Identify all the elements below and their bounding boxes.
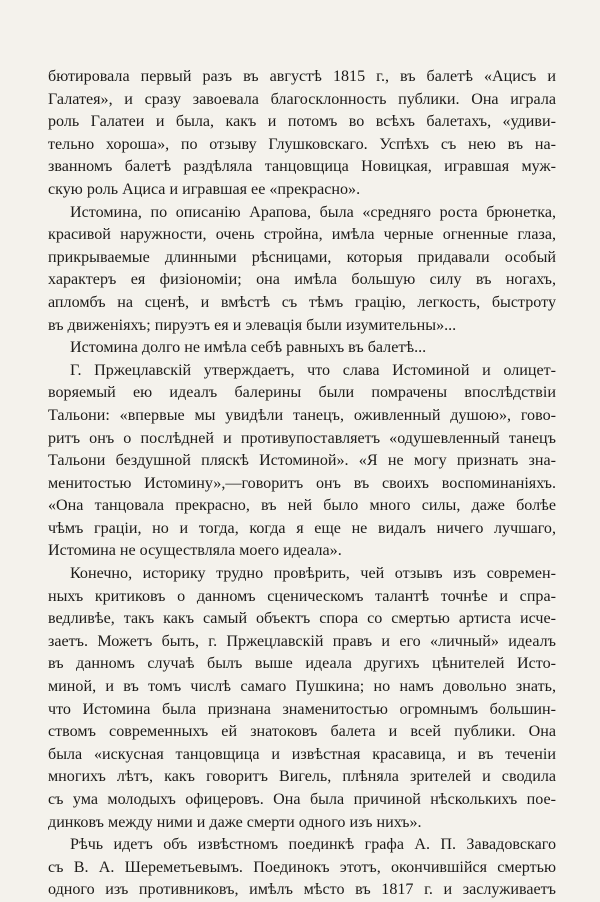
text-line: ныхъ критиковъ о данномъ сценическомъ талантѣ точнѣе и спра-: [48, 587, 556, 605]
text-line: менитостью Истомину»,—говоритъ онъ въ своихъ воспоминаніяхъ.: [48, 474, 556, 492]
paragraph-5: [48, 563, 556, 834]
text-line: роль Галатеи и была, какъ и потомъ во всѣхъ балетахъ, «удиви-: [48, 113, 556, 131]
text-line: съ ума молодыхъ офицеровъ. Она была причиной нѣсколькихъ пое-: [48, 791, 556, 808]
text-line: «Она танцовала прекрасно, въ ней было много силы, даже болѣе: [48, 497, 556, 515]
text-line: Рѣчь идетъ объ извѣстномъ поединкѣ графа А. П. Завадовскаго: [70, 836, 556, 854]
text-line: одного изъ противниковъ, имѣлъ мѣсто въ 1817 г. и заслуживаетъ: [48, 881, 556, 899]
text-line: Тальони бездушной пляскѣ Истоминой». «Я не могу признать зна-: [48, 452, 556, 470]
text-line: миной, и въ томъ числѣ самаго Пушкина; но намъ довольно знать,: [48, 678, 556, 696]
text-line: красивой наружности, очень стройна, имѣла черные огненные глаза,: [48, 226, 556, 244]
text-line: съ В. А. Шереметьевымъ. Поединокъ этотъ, окончившійся смертью: [48, 858, 556, 876]
text-line: Тальони: «впервые мы увидѣли танецъ, оживленный душою», гово-: [48, 406, 556, 424]
paragraph-1: [48, 66, 556, 202]
text-line: бютировала первый разъ въ августѣ 1815 г., въ балетѣ «Ацисъ и: [48, 68, 556, 85]
text-line: Истомина не осуществляла моего идеала».: [48, 542, 342, 560]
page-text: [48, 66, 556, 902]
text-line: характеръ ея физіономіи; она имѣла большую силу въ ногахъ,: [48, 271, 556, 289]
text-line: въ движеніяхъ; пируэтъ ея и элевація были изумительны»...: [48, 316, 457, 334]
text-line: воряемый ею идеалъ балерины были помрачены впослѣдствіи: [48, 384, 556, 402]
text-line: прикрываемые длинными рѣсницами, которыя придавали особый: [48, 248, 556, 266]
text-line: Истомина долго не имѣла себѣ равныхъ въ балетѣ...: [70, 339, 427, 357]
text-line: многихъ лѣтъ, какъ говоритъ Вигель, плѣняла зрителей и сводила: [48, 768, 556, 786]
text-line: Галатея», и сразу завоевала благосклонность публики. Она играла: [48, 90, 556, 108]
text-line: въ данномъ случаѣ былъ выше идеала другихъ цѣнителей Исто-: [48, 655, 556, 673]
text-line: тельно хороша», по отзыву Глушковскаго. Успѣхъ съ нею въ на-: [48, 135, 556, 153]
text-line: Г. Пржецлавскій утверждаетъ, что слава Истоминой и олицет-: [70, 361, 556, 379]
text-line: динковъ между ними и даже смерти одного изъ нихъ».: [48, 813, 422, 831]
text-line: скую роль Ациса и игравшая ее «прекрасно».: [48, 180, 361, 198]
text-line: что Истомина была признана знаменитостью огромнымъ большин-: [48, 700, 556, 718]
paragraph-3: [48, 337, 556, 360]
paragraph-6: [48, 834, 556, 902]
paragraph-2: [48, 202, 556, 338]
text-line: ритъ онъ о послѣдней и противупоставляетъ «одушевленный танецъ: [48, 429, 556, 447]
text-line: Истомина, по описанію Арапова, была «средняго роста брюнетка,: [70, 203, 556, 221]
text-line: была «искусная танцовщица и извѣстная красавица, и въ теченіи: [48, 745, 556, 763]
text-line: апломбъ на сценѣ, и вмѣстѣ съ тѣмъ грацію, легкость, быстроту: [48, 293, 556, 311]
text-line: заетъ. Можетъ быть, г. Пржецлавскій правъ и его «личный» идеалъ: [48, 632, 556, 650]
text-line: ведливѣе, такъ какъ самый объектъ спора со смертью артиста исче-: [48, 610, 556, 628]
text-line: Конечно, историку трудно провѣрить, чей отзывъ изъ современ-: [70, 565, 556, 583]
text-line: званномъ балетѣ раздѣляла танцовщица Новицкая, игравшая муж-: [48, 158, 556, 176]
text-line: ствомъ современныхъ ей знатоковъ балета и всей публики. Она: [48, 723, 556, 741]
text-line: чѣмъ граціи, но и тогда, когда я еще не видалъ ничего лучшаго,: [48, 519, 556, 537]
paragraph-4: [48, 360, 556, 563]
